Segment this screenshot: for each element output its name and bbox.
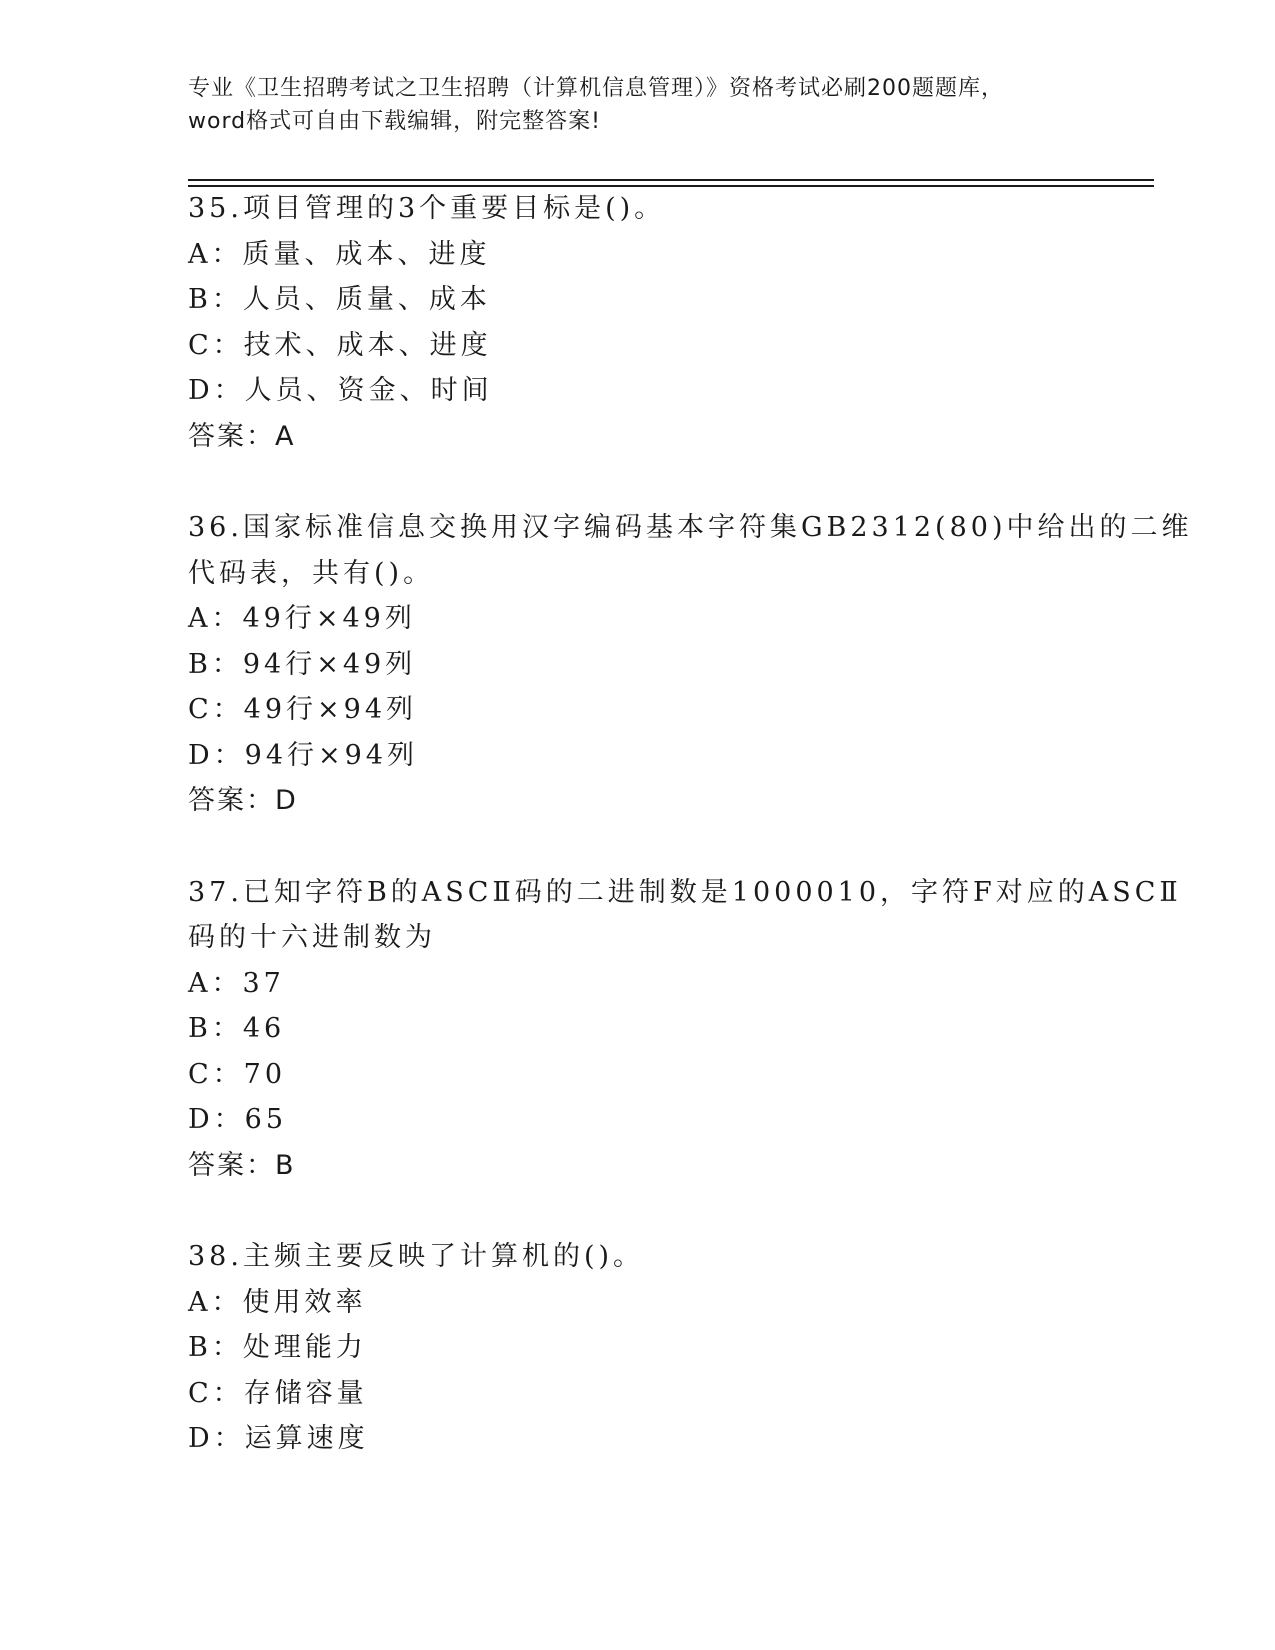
- option-d: D：人员、资金、时间: [188, 375, 493, 406]
- answer-line: 答案：A: [188, 420, 296, 452]
- option-d: D：94行×94列: [188, 739, 418, 771]
- question-list: [188, 186, 1193, 1508]
- option-b: B：处理能力: [188, 1332, 367, 1363]
- question-36: [188, 505, 1193, 824]
- option-a: A：37: [188, 967, 285, 999]
- header-divider: [188, 179, 1154, 181]
- question-stem-continued: 码的十六进制数为: [188, 922, 436, 953]
- option-a: A：使用效率: [188, 1286, 367, 1318]
- question-stem: 37.已知字符B的ASCⅡ码的二进制数是1000010，字符F对应的ASCⅡ: [188, 876, 1182, 908]
- document-header: [188, 72, 1088, 138]
- option-c: C：技术、成本、进度: [188, 329, 492, 361]
- option-b: B：94行×49列: [188, 648, 417, 680]
- option-d: D：65: [188, 1104, 288, 1135]
- option-c: C：49行×94列: [188, 694, 417, 725]
- question-38: [188, 1234, 1088, 1462]
- question-stem: 38.主频主要反映了计算机的()。: [188, 1241, 645, 1272]
- option-b: B：人员、质量、成本: [188, 284, 491, 315]
- option-c: C：存储容量: [188, 1377, 368, 1409]
- option-d: D：运算速度: [188, 1423, 369, 1454]
- option-c: C：70: [188, 1058, 287, 1090]
- header-line-2: word格式可自由下载编辑，附完整答案!: [188, 109, 601, 134]
- answer-line: 答案：D: [188, 785, 298, 816]
- question-35: [188, 186, 1088, 459]
- question-stem: 35.项目管理的3个重要目标是()。: [188, 193, 666, 224]
- answer-line: 答案：B: [188, 1149, 296, 1181]
- question-stem-continued: 代码表，共有()。: [188, 557, 435, 589]
- option-a: A：质量、成本、进度: [188, 238, 491, 270]
- question-stem: 36.国家标准信息交换用汉字编码基本字符集GB2312(80)中给出的二维: [188, 512, 1193, 543]
- option-b: B：46: [188, 1013, 286, 1044]
- question-37: [188, 870, 1182, 1189]
- option-a: A：49行×49列: [188, 603, 416, 634]
- header-line-1: 专业《卫生招聘考试之卫生招聘（计算机信息管理）》资格考试必刷200题题库，: [188, 76, 1004, 101]
